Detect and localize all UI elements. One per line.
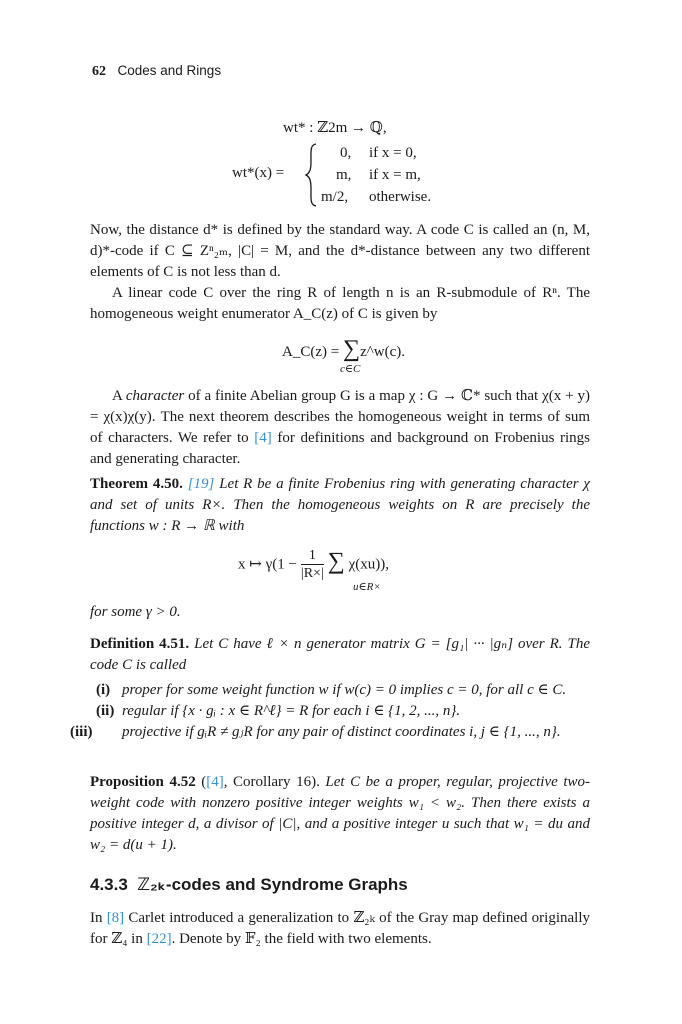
proposition-ref-suffix: , Corollary 16). xyxy=(223,774,320,790)
running-title: Codes and Rings xyxy=(117,63,222,78)
fraction xyxy=(301,548,324,582)
definition-item-iii xyxy=(70,722,590,743)
character-term: character xyxy=(125,388,185,404)
theorem-tail: for some γ > 0. xyxy=(90,604,181,620)
proposition-text: Let C be a proper, regular, projective two-weight code with nonzero positive integer weights w₁ < w₂. Then there exists a positive integer d, a divisor of |C|, and a positive integer u such that w₁ = du and w₂ = d(u + 1). xyxy=(90,774,590,853)
theorem-text: Let R be a finite Frobenius ring with generating character χ and set of units R×. Then the homogeneous weights on R are precisely the functions w : R → ℝ with xyxy=(90,476,591,534)
case-3-condition: otherwise. xyxy=(369,189,432,205)
case-2-value: m, xyxy=(336,167,352,183)
paragraph-distance: Now, the distance d* is defined by the standard way. A code C is called an (n, M, d)*-code if C ⊆ Zⁿ₂ₘ, |C| = M, and the d*-distance between any two different elements of C is not less than d. xyxy=(90,222,590,280)
case-1-value: 0, xyxy=(340,145,352,161)
case-2-condition: if x = m, xyxy=(369,167,421,183)
section-heading xyxy=(90,875,408,895)
paragraph-linear-code: A linear code C over the ring R of length n is an R-submodule of Rⁿ. The homogeneous weight enumerator A_C(z) of C is given by xyxy=(90,285,590,322)
definition-text: Let C have ℓ × n generator matrix G = [g₁| ··· |gₙ] over R. The code C is called xyxy=(90,636,590,673)
weight-rhs: χ(xu)), xyxy=(348,556,390,573)
sum-index-c: c∈C xyxy=(340,363,361,375)
case-1-condition: if x = 0, xyxy=(369,145,417,161)
ref-4-link[interactable]: [4] xyxy=(254,430,272,446)
item-label-i: (i) xyxy=(96,682,111,698)
equation-wt-map: wt* : ℤ2m → ℚ, xyxy=(283,120,387,136)
item-text-iii: projective if gᵢR ≠ gⱼR for any pair of distinct coordinates i, j ∈ {1, ..., n}. xyxy=(122,724,561,740)
theorem-label: Theorem 4.50. xyxy=(90,476,183,492)
page-number: 62 xyxy=(92,64,106,79)
character-body: of a finite Abelian group G is a map χ : G → ℂ* such that χ(x + y) = χ(x)χ(y). The next theorem describes the homogeneous weight in terms of sum of characters. We refer to xyxy=(90,388,590,446)
paragraph-gray-map xyxy=(90,908,590,950)
sum-symbol-units: ∑ xyxy=(327,548,345,575)
character-tail: for definitions and background on Frobenius rings and generating character. xyxy=(90,430,591,467)
sum-index-units: u∈R× xyxy=(353,581,381,593)
definition-label: Definition 4.51. xyxy=(90,636,190,652)
paragraph-character xyxy=(90,386,590,470)
gray-map-p1: In xyxy=(90,910,107,926)
character-lead: A xyxy=(112,388,126,404)
running-header xyxy=(92,63,221,80)
definition-item-ii xyxy=(96,701,590,722)
item-label-ii: (ii) xyxy=(96,703,115,719)
case-3-value: m/2, xyxy=(321,189,349,205)
left-brace xyxy=(304,143,318,207)
gray-map-p3: . Denote by 𝔽₂ the field with two elements. xyxy=(171,931,432,947)
ref-22-link[interactable]: [22] xyxy=(146,931,172,947)
fraction-numerator: 1 xyxy=(301,548,324,565)
item-text-i: proper for some weight function w if w(c) = 0 implies c = 0, for all c ∈ C. xyxy=(122,682,567,698)
equation-enumerator xyxy=(282,336,405,363)
section-number: 4.3.3 xyxy=(90,875,128,894)
sum-symbol: ∑ xyxy=(342,336,361,362)
item-label-iii: (iii) xyxy=(70,724,93,740)
fraction-denominator: |R×| xyxy=(300,566,324,581)
gray-map-p2: Carlet introduced a generalization to ℤ₂ₖ of the Gray map defined originally for ℤ₄ in xyxy=(90,910,590,947)
ref-8-link[interactable]: [8] xyxy=(106,910,125,926)
theorem-4-50 xyxy=(90,474,590,537)
equation-wt-lhs: wt*(x) = xyxy=(232,165,285,181)
definition-item-i xyxy=(96,680,590,701)
definition-4-51 xyxy=(90,634,590,676)
section-title: ℤ₂ₖ-codes and Syndrome Graphs xyxy=(137,875,408,894)
equation-weight xyxy=(238,548,389,582)
proposition-label: Proposition 4.52 xyxy=(90,774,196,790)
weight-lhs: x ↦ γ(1 − xyxy=(238,556,297,573)
ref-4-link-prop[interactable]: [4] xyxy=(206,774,224,790)
ref-19-link[interactable]: [19] xyxy=(187,476,215,492)
proposition-4-52: Proposition 4.52 ([4], Corollary 16). Let C be a proper, regular, projective two-weight code with nonzero positive integer weights w₁ < w₂. Then there exists a positive integer d, a divisor of |C|, and a positive integer u such that w₁ = du and w₂ = d(u + 1). xyxy=(90,774,590,853)
enumerator-term: z^w(c). xyxy=(360,344,405,360)
enumerator-lhs: A_C(z) = xyxy=(282,344,343,360)
item-text-ii: regular if {x · gᵢ : x ∈ R^ℓ} = R for each i ∈ {1, 2, ..., n}. xyxy=(122,703,461,719)
